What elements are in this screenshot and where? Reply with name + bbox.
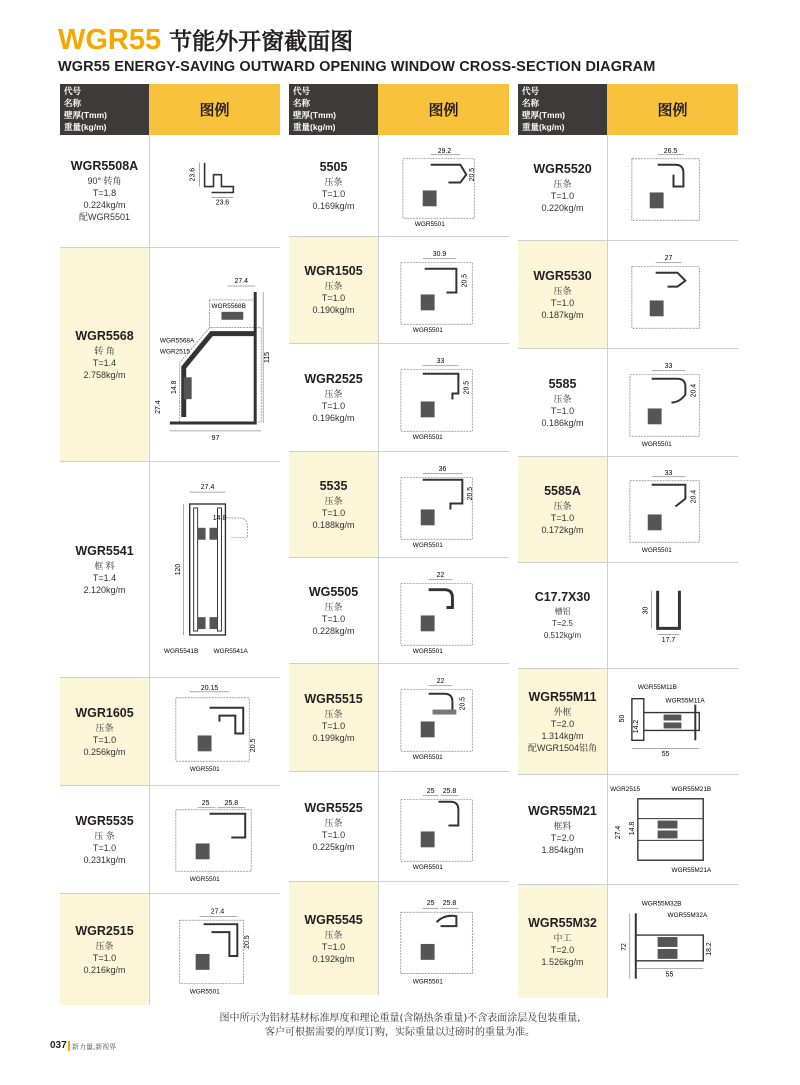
profile-name: 压条	[324, 929, 343, 940]
profile-row	[60, 135, 280, 248]
profile-thickness: T=1.0	[550, 512, 575, 523]
dim-label: 27.4	[614, 825, 622, 840]
dim-label: 20.4	[690, 383, 698, 398]
profile-name: 压条	[553, 178, 572, 189]
profile-code: 5535	[319, 478, 348, 493]
profile-spec	[289, 452, 378, 557]
profile-name: 压条	[324, 495, 343, 506]
callout-label: WGR5501	[189, 988, 220, 996]
profile-weight: 0.187kg/m	[541, 309, 584, 320]
dim-label: 33	[664, 469, 673, 477]
profile-thickness: T=1.0	[321, 720, 346, 731]
column-3	[518, 84, 738, 998]
profile-name: 框 料	[94, 560, 115, 571]
profile-code: WGR2525	[304, 371, 363, 386]
callout-label: WGR55M32A	[667, 912, 708, 920]
profile-weight: 0.231kg/m	[83, 854, 126, 865]
column-header	[518, 84, 738, 135]
callout-label: WGR55M21B	[671, 785, 712, 793]
header-labels	[289, 84, 378, 135]
profile-drawing	[149, 678, 280, 785]
dim-label: 25	[426, 787, 435, 795]
profile-code: WGR5508A	[70, 159, 139, 173]
page-header	[58, 26, 655, 75]
profile-code: 5585	[548, 376, 577, 391]
label-name: 名称	[293, 98, 311, 108]
profile-thickness: T=1.0	[550, 405, 575, 416]
callout-label: WGR55M11A	[665, 697, 705, 705]
profile-spec	[289, 772, 378, 881]
profile-drawing	[607, 135, 738, 240]
callout-label: WGR2515	[159, 348, 190, 356]
profile-weight: 0.186kg/m	[541, 417, 584, 428]
profile-drawing	[378, 882, 509, 995]
profile-spec	[518, 885, 607, 998]
dim-label: 25.8	[442, 787, 457, 795]
profile-code: WGR55M11	[528, 689, 597, 704]
profile-name: 中工	[553, 932, 572, 943]
dim-label: 115	[264, 351, 272, 364]
label-name: 名称	[64, 98, 82, 108]
profile-spec	[289, 237, 378, 343]
profile-name: 槽铝	[554, 606, 571, 616]
legend-header: 图例	[149, 84, 280, 135]
profile-thickness: T=1.0	[92, 734, 117, 745]
dim-label: 36	[438, 465, 447, 473]
series-code: WGR55	[58, 24, 162, 56]
profile-thickness: T=1.0	[321, 507, 346, 518]
page-title-cn: 节能外开窗截面图	[169, 29, 354, 55]
profile-weight: 0.220kg/m	[541, 202, 584, 213]
profile-drawing	[378, 237, 509, 343]
profile-thickness: T=1.0	[321, 613, 346, 624]
profile-weight: 0.188kg/m	[312, 519, 355, 530]
profile-weight: 0.190kg/m	[312, 305, 355, 315]
profile-drawing	[378, 344, 509, 451]
profile-code: WGR1505	[304, 264, 363, 278]
profile-drawing	[149, 894, 280, 1005]
profile-row	[518, 775, 738, 885]
column-1	[60, 84, 280, 1005]
brand-slogan: 新力量,新视界	[72, 1043, 117, 1051]
profile-name: 90° 转角	[87, 176, 122, 186]
callout-label: WGR5501	[412, 864, 443, 872]
profile-note: 配WGR1504铝角	[527, 742, 598, 753]
profile-row	[289, 344, 509, 452]
profile-row	[518, 135, 738, 241]
dim-label: 27.4	[234, 278, 249, 286]
profile-code: WGR5515	[304, 691, 363, 706]
dim-label: 17.7	[661, 637, 676, 645]
profile-drawing	[378, 452, 509, 557]
profile-weight: 2.758kg/m	[83, 369, 126, 380]
dim-label: 25	[426, 900, 435, 908]
profile-name: 外框	[553, 706, 572, 717]
label-code: 代号	[293, 86, 311, 96]
dim-label: 25.8	[224, 799, 239, 807]
profile-drawing	[607, 241, 738, 348]
dim-label: 25.8	[442, 900, 457, 908]
profile-row	[289, 772, 509, 882]
dim-label: 20.5	[244, 935, 252, 949]
profile-spec	[518, 135, 607, 240]
profile-spec	[60, 894, 149, 1005]
profile-spec	[518, 563, 607, 668]
profile-spec	[289, 344, 378, 451]
callout-label: WGR5501	[414, 221, 445, 229]
dim-label: 14.8	[212, 514, 227, 522]
column-2	[289, 84, 509, 995]
dim-label: 72	[620, 943, 628, 951]
dim-label: 14.8	[170, 380, 178, 395]
profile-name: 压条	[324, 601, 343, 612]
profile-drawing	[607, 349, 738, 456]
profile-spec	[289, 558, 378, 663]
profile-drawing	[607, 885, 738, 998]
dim-label: 25	[201, 799, 210, 807]
profile-code: WGR5520	[533, 161, 592, 176]
profile-weight: 0.512kg/m	[543, 630, 582, 640]
dim-label: 30	[642, 606, 650, 615]
dim-label: 14.8	[628, 821, 636, 836]
profile-thickness: T=1.0	[92, 952, 117, 963]
profile-spec	[60, 678, 149, 785]
callout-label: WGR5568A	[159, 337, 195, 345]
footer-line: 客户可根据需要的厚度订购，实际重量以过磅时的重量为准。	[265, 1027, 535, 1038]
callout-label: WGR2515	[610, 785, 641, 793]
profile-row	[289, 135, 509, 237]
profile-drawing	[149, 248, 280, 461]
profile-code: WGR5525	[304, 800, 363, 815]
label-thickness: 壁厚(Tmm)	[293, 110, 336, 120]
callout-label: WGR5501	[412, 542, 443, 550]
profile-weight: 0.216kg/m	[83, 964, 126, 975]
profile-spec	[289, 135, 378, 236]
profile-code: WGR5535	[75, 813, 134, 828]
label-weight: 重量(kg/m)	[64, 122, 107, 132]
profile-row	[518, 349, 738, 457]
profile-thickness: T=1.0	[550, 297, 575, 308]
profile-drawing	[607, 775, 738, 884]
profile-weight: 0.256kg/m	[83, 746, 126, 757]
dim-label: 20.4	[690, 489, 698, 504]
column-header	[289, 84, 509, 135]
profile-thickness: T=1.4	[92, 572, 117, 583]
profile-row	[289, 558, 509, 664]
profile-name: 压条	[95, 722, 114, 733]
profile-code: WGR5545	[304, 912, 363, 927]
profile-thickness: T=1.4	[92, 357, 117, 368]
footer-line: 图中所示为铝材基材标准厚度和理论重量(含隔热条重量)不含表面涂层及包装重量,	[219, 1013, 581, 1024]
profile-row	[60, 786, 280, 894]
profile-drawing	[607, 563, 738, 668]
profile-name: 压条	[324, 817, 343, 828]
profile-code: WG5505	[308, 584, 359, 599]
label-code: 代号	[522, 86, 540, 96]
profile-name: 压条	[553, 285, 572, 296]
profile-spec	[289, 664, 378, 771]
profile-weight: 2.120kg/m	[83, 584, 126, 595]
profile-spec	[518, 241, 607, 348]
profile-row	[60, 894, 280, 1005]
profile-row	[289, 664, 509, 772]
profile-code: WGR1605	[75, 705, 134, 720]
dim-label: 33	[436, 357, 445, 365]
header-labels	[518, 84, 607, 135]
dim-label: 97	[211, 434, 220, 442]
profile-drawing	[607, 457, 738, 562]
page-number: 037	[50, 1040, 67, 1051]
profile-code: C17.7X30	[534, 589, 591, 604]
callout-label: WGR5501	[412, 327, 443, 335]
profile-name: 压条	[324, 708, 343, 719]
profile-spec	[60, 462, 149, 677]
dim-label: 27	[664, 254, 673, 262]
dim-label: 22	[436, 677, 445, 685]
dim-label: 22	[436, 571, 445, 579]
header-labels	[60, 84, 149, 135]
label-code: 代号	[64, 86, 82, 96]
profile-thickness: T=2.5	[552, 618, 573, 628]
profile-spec	[518, 349, 607, 456]
label-weight: 重量(kg/m)	[522, 122, 565, 132]
callout-label: WGR5501	[189, 876, 220, 884]
dim-label: 55	[665, 971, 674, 979]
profile-weight: 0.199kg/m	[312, 732, 355, 743]
profile-drawing	[149, 135, 280, 247]
dim-label: 27.4	[154, 400, 162, 414]
profile-weight: 1.526kg/m	[541, 956, 584, 967]
dim-label: 33	[664, 362, 673, 370]
profile-weight: 1.314kg/m	[541, 730, 584, 741]
profile-thickness: T=1.0	[321, 941, 346, 952]
label-thickness: 壁厚(Tmm)	[522, 110, 565, 120]
dim-label: 120	[174, 563, 182, 576]
profile-name: 框料	[553, 820, 572, 831]
dim-label: 50	[618, 714, 626, 723]
profile-drawing	[607, 669, 738, 774]
profile-code: 5585A	[544, 483, 581, 498]
dim-label: 23.6	[215, 199, 230, 207]
profile-row	[60, 248, 280, 462]
profile-spec	[289, 882, 378, 995]
profile-thickness: T=1.0	[321, 400, 346, 411]
profile-code: WGR5530	[533, 268, 592, 283]
dim-label: 20.15	[200, 684, 219, 692]
callout-label: WGR5568B	[211, 302, 246, 310]
dim-label: 27.4	[200, 484, 215, 492]
dim-label: 27.4	[210, 908, 225, 916]
footer-note	[0, 1012, 800, 1040]
dim-label: 20.5	[461, 273, 469, 288]
profile-drawing	[149, 786, 280, 893]
profile-row	[518, 457, 738, 563]
dim-label: 23.6	[189, 167, 197, 182]
dim-label: 30.9	[432, 250, 447, 258]
profile-code: WGR5568	[75, 328, 134, 343]
profile-name: 压条	[553, 500, 572, 511]
profile-spec	[518, 669, 607, 774]
profile-row	[518, 241, 738, 349]
dim-label: 55	[661, 751, 670, 759]
dim-label: 20.5	[463, 380, 471, 395]
profile-row	[289, 452, 509, 558]
profile-code: WGR55M21	[528, 803, 597, 818]
dim-label: 20.5	[459, 696, 467, 711]
profile-weight: 0.172kg/m	[541, 524, 584, 535]
dim-label: 20.5	[250, 738, 258, 753]
profile-drawing	[378, 558, 509, 663]
callout-label: WGR5501	[412, 754, 443, 762]
profile-thickness: T=2.0	[550, 944, 575, 955]
label-weight: 重量(kg/m)	[293, 122, 336, 132]
profile-thickness: T=1.8	[92, 188, 117, 198]
profile-weight: 0.225kg/m	[312, 841, 355, 852]
profile-weight: 0.224kg/m	[83, 200, 126, 210]
dim-label: 26.5	[663, 147, 678, 155]
profile-spec	[518, 775, 607, 884]
label-thickness: 壁厚(Tmm)	[64, 110, 107, 120]
profile-thickness: T=1.0	[321, 188, 346, 199]
label-name: 名称	[522, 98, 540, 108]
profile-name: 转 角	[94, 345, 115, 356]
profile-spec	[60, 135, 149, 247]
callout-label: WGR55M11B	[637, 683, 677, 691]
profile-thickness: T=1.0	[92, 842, 117, 853]
profile-row	[289, 882, 509, 995]
profile-weight: 1.854kg/m	[541, 844, 584, 855]
callout-label: WGR5541A	[213, 647, 248, 655]
profile-spec	[518, 457, 607, 562]
profile-row	[60, 678, 280, 786]
callout-label: WGR5501	[641, 441, 672, 449]
profile-weight: 0.196kg/m	[312, 412, 355, 423]
legend-header: 图例	[378, 84, 509, 135]
callout-label: WGR55M32B	[641, 900, 682, 908]
profile-name: 压条	[324, 176, 343, 187]
profile-code: WGR55M32	[528, 915, 597, 930]
callout-label: WGR5501	[412, 434, 443, 442]
profile-row	[518, 669, 738, 775]
profile-name: 压条	[324, 281, 343, 291]
page-title-en: WGR55 ENERGY-SAVING OUTWARD OPENING WINDOW CROSS-SECTION DIAGRAM	[58, 59, 656, 75]
profile-name: 压条	[553, 393, 572, 404]
dim-label: 20.5	[467, 486, 475, 501]
profile-row	[60, 462, 280, 678]
profile-code: 5505	[319, 159, 348, 174]
profile-spec	[60, 248, 149, 461]
profile-weight: 0.169kg/m	[312, 200, 355, 211]
profile-thickness: T=1.0	[550, 190, 575, 201]
brand-accent-bar	[68, 1041, 70, 1051]
profile-row	[289, 237, 509, 344]
profile-drawing	[378, 135, 509, 236]
profile-row	[518, 563, 738, 669]
profile-thickness: T=2.0	[550, 832, 575, 843]
profile-name: 压条	[95, 940, 114, 951]
profile-weight: 0.192kg/m	[312, 953, 355, 964]
callout-label: WGR5501	[412, 978, 443, 986]
callout-label: WGR55M21A	[671, 867, 712, 875]
profile-spec	[60, 786, 149, 893]
legend-header: 图例	[607, 84, 738, 135]
dim-label: 20.5	[469, 167, 477, 182]
profile-thickness: T=1.0	[321, 829, 346, 840]
profile-name: 压 条	[94, 830, 115, 841]
profile-code: WGR5541	[75, 543, 134, 558]
dim-label: 29.2	[437, 147, 452, 155]
profile-weight: 0.228kg/m	[312, 625, 355, 636]
callout-label: WGR5541B	[163, 647, 199, 655]
profile-row	[518, 885, 738, 998]
profile-code: WGR2515	[75, 923, 134, 938]
callout-label: WGR5501	[641, 547, 672, 555]
dim-label: 18.2	[706, 942, 714, 956]
column-header	[60, 84, 280, 135]
profile-drawing	[378, 772, 509, 881]
profile-thickness: T=1.0	[321, 293, 346, 303]
profile-drawing	[149, 462, 280, 677]
profile-drawing	[378, 664, 509, 771]
profile-name: 压条	[324, 388, 343, 399]
callout-label: WGR5501	[189, 766, 220, 774]
callout-label: WGR5501	[412, 648, 443, 656]
profile-note: 配WGR5501	[78, 212, 131, 222]
dim-label: 14.2	[632, 719, 640, 734]
profile-thickness: T=2.0	[550, 718, 575, 729]
